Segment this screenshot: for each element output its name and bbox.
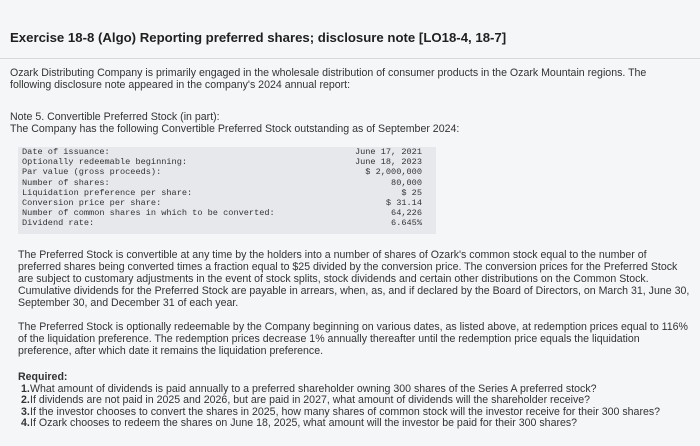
spec-value: June 18, 2023 (354, 157, 422, 168)
required-item-number: 1. (21, 382, 30, 395)
spec-value: June 17, 2021 (354, 147, 422, 157)
spec-label: Conversion price per share: (22, 197, 162, 208)
spec-row (18, 157, 436, 167)
spec-value: $ 31.14 (385, 197, 422, 208)
redemption-paragraph: The Preferred Stock is optionally redeemable by the Company beginning on various dates, as listed above, at redemption prices equal to 116% of the liquidation preference. The redemption prices decrease 1% annually thereafter until the redemption price equals the liquidation preference, after which date it remains the liquidation preference. (18, 321, 688, 357)
conversion-paragraph: The Preferred Stock is convertible at any time by the holders into a number of shares of Ozark's common stock equal to the number of preferred shares being converted times a fraction equal to $25 divided by the conversion price. The conversion prices for the Preferred Stock are subject to customary adjustments in the event of stock splits, stock dividends and certain other distributions on the Common Stock. Cumulative dividends for the Preferred Stock are payable in arrears, when, as, and if declared by the Board of Directors, on March 31, June 30, September 30, and December 31 of each year. (18, 249, 690, 309)
spec-row (18, 198, 436, 208)
spec-label: Dividend rate: (22, 218, 95, 229)
spec-row (18, 178, 436, 188)
required-list (18, 384, 692, 430)
spec-label: Date of issuance: (22, 147, 110, 157)
spec-label: Number of shares: (22, 177, 110, 188)
spec-row (18, 188, 436, 198)
required-item-number: 2. (21, 394, 30, 407)
exercise-title: Exercise 18-8 (Algo) Reporting preferred shares; disclosure note [LO18-4, 18-7] (10, 30, 507, 45)
spec-row (18, 208, 436, 218)
spec-value: 6.645% (391, 218, 422, 229)
required-section (18, 372, 692, 430)
spec-label: Optionally redeemable beginning: (22, 157, 188, 168)
intro-paragraph: Ozark Distributing Company is primarily engaged in the wholesale distribution of consumer products in the Ozark Mountain regions. The following disclosure note appeared in the company's 2024 annual report: (10, 67, 647, 91)
note-subheading: The Company has the following Convertible Preferred Stock outstanding as of September 2024: (10, 123, 460, 135)
required-item-text: If dividends are not paid in 2025 and 2026, but are paid in 2027, what amount of dividends will the shareholder receive? (30, 394, 591, 407)
spec-row (18, 147, 436, 157)
spec-label: Number of common shares in which to be converted: (22, 208, 275, 219)
title-divider (0, 58, 700, 59)
required-item-text: What amount of dividends is paid annually to a preferred shareholder owning 300 shares of the Series A preferred stock? (30, 382, 597, 395)
required-item-text: If Ozark chooses to redeem the shares on June 18, 2025, what amount will the investor be paid for their 300 shares? (30, 417, 578, 430)
note-heading: Note 5. Convertible Preferred Stock (in part): (10, 111, 220, 123)
spec-label: Par value (gross proceeds): (22, 167, 162, 178)
spec-row (18, 218, 436, 228)
note-heading-block (10, 111, 690, 135)
preferred-stock-spec-table (18, 147, 436, 234)
spec-value: 64,226 (391, 208, 422, 219)
spec-value: 80,000 (391, 177, 422, 188)
required-item-number: 3. (21, 405, 30, 418)
spec-value: $ 25 (401, 187, 422, 198)
required-item-text: If the investor chooses to convert the shares in 2025, how many shares of common stock will the investor receive for their 300 shares? (30, 405, 661, 418)
spec-value: $ 2,000,000 (365, 167, 422, 178)
required-item (18, 418, 692, 430)
spec-label: Liquidation preference per share: (22, 187, 193, 198)
required-item-number: 4. (21, 417, 30, 430)
required-title: Required: (18, 371, 68, 383)
spec-row (18, 167, 436, 177)
